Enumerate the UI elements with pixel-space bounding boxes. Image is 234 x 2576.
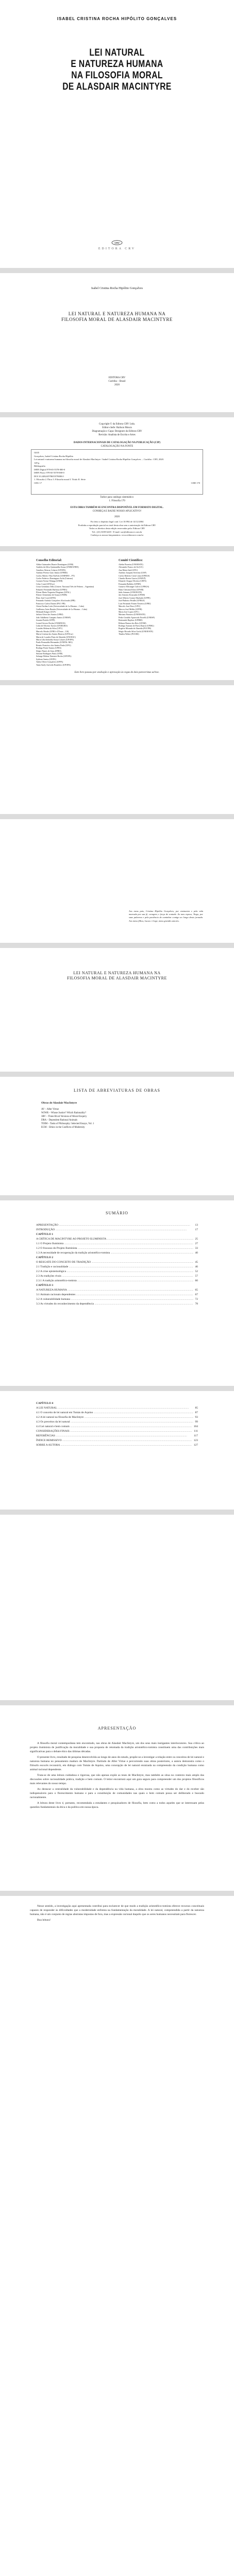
toc-entry-label: A LEI NATURAL ..... <box>36 1406 193 1411</box>
toc-entry[interactable] <box>36 1401 198 1406</box>
council-member: Lídia de Oliveira Xavier (UNIEURO) <box>36 624 68 627</box>
toc-entry[interactable] <box>36 1283 198 1288</box>
paragraph: A leitura deste livro é, portanto, recomendada a estudantes e pesquisadores de filosofia, bem como a todos aqueles que se interessam pelas questões fundamentais da ética e da política em nossa época. <box>30 1802 204 1809</box>
council-member: Celso Conti (UFSCar) <box>36 582 55 585</box>
paragraph: O presente livro, resultado de pesquisa desenvolvida ao longo de anos de estudo, propõe-se a investigar a relação entre os conceitos de lei natural e natureza humana no pensamento maduro de MacIntyre. Partindo de After Virtue e percorrendo suas obras posteriores, a autora demonstra como o filósofo escocês reconstrói, em diálogo com Tomás de Aquino, uma concepção de lei natural enraizada na compreensão da condição humana como animal racional dependente. <box>30 1756 204 1771</box>
toc-entry[interactable] <box>36 1269 198 1274</box>
council-member: Eduardo Chagas Oliveira (UEFS) <box>119 580 146 583</box>
paragraph: Trata-se de uma leitura cuidadosa e rigorosa, que não apenas expõe as teses de MacIntyre, mas também as situa no contexto mais amplo das discussões sobre racionalidade prática, tradição e bem comum. O leitor encontrará aqui um guia seguro para compreender um dos projetos filosóficos mais relevantes do nosso tempo. <box>30 1774 204 1785</box>
toc-entry-page: 78 <box>195 1302 198 1306</box>
cip-line: G635 <box>34 451 39 454</box>
toc-continued-page <box>0 1391 234 1510</box>
law-line: Conheça os nossos lançamentos: www.editoracrv.com.br <box>90 534 144 536</box>
toc-entry-label: SOBRE A AUTORA ..... <box>36 1443 192 1448</box>
half-title-page <box>0 948 234 1072</box>
council-member: Thadeu Weber (PUCRS) <box>119 633 139 636</box>
title-page <box>0 273 234 412</box>
council-member: Luiz Fernando Fontes-Teixeira (UFRJ) <box>119 602 151 605</box>
toc-entry-page: 60 <box>195 1279 198 1282</box>
toc-entry-label: 4.3 Os preceitos da lei natural ..... <box>36 1420 193 1425</box>
cip-line: Gonçalves, Isabel Cristina Rocha Hipólito <box>34 454 74 457</box>
council-member: Hans Christian Klotz (UFSM) <box>119 588 144 591</box>
council-member: Jair Antonio Krassuski (UFSM) <box>119 594 145 597</box>
paragraph: Nesse sentido, a investigação aqui apresentada contribui para esclarecer de que modo a tradição aristotélico-tomista oferece recursos conceituais capazes de responder às dificuldades que a modernidade enfrenta na fundamentação da moralidade. A lei natural, compreendida a partir da natureza humana, não é um conjunto de regras abstratas impostas de fora, mas a expressão racional daquilo que os seres humanos necessitam para florescer. <box>30 1905 204 1916</box>
toc-entry[interactable] <box>36 1237 198 1242</box>
council-member: Josania Portela (UFPI) <box>36 619 55 622</box>
rights-year: 2020 <box>114 516 120 518</box>
publisher-logo-icon <box>111 240 123 245</box>
toc-list <box>36 1223 198 1307</box>
toc-entry-label: CAPÍTULO 3 <box>36 1284 54 1287</box>
law-line: Proibida a reprodução parcial ou total desta obra sem a autorização da Editora CRV <box>78 523 156 527</box>
toc-entry-label: APRESENTAÇÃO ..... <box>36 1223 193 1228</box>
council-member: Rodrigo Pratte-Santos (UFES) <box>36 647 61 650</box>
toc-entry-label: CAPÍTULO 2 <box>36 1256 54 1259</box>
toc-entry-page: 104 <box>193 1425 198 1428</box>
toc-entry-page <box>196 1283 198 1288</box>
paragraph: Ao destacar a centralidade da vulnerabilidade e da dependência na vida humana, a obra mostra como as virtudes do dar e do receber são indispensáveis para o florescimento humano e para a constituição de comunidades nas quais o bem comum possa ser deliberado e buscado racionalmente. <box>30 1788 204 1799</box>
cip-line: Bibliografia <box>34 465 45 467</box>
cip-content <box>31 450 203 486</box>
council-member: Claudio Boeira Garcia (UNIJUÍ) <box>119 577 146 580</box>
council-member: Rogério Miranda de Almeida (PUCPR) <box>119 627 152 630</box>
paragraph: A filosofia moral contemporânea tem encontrado, nas obras de Alasdair MacIntyre, um dos seus mais instigantes interlocutores. Sua crítica ao projeto iluminista de justificação da moralidade e sua proposta de retomada da tradição aristotélico-tomista constituem uma das contribuições mais significativas para o debate ético das últimas décadas. <box>30 1742 204 1753</box>
editorial-council-page <box>0 551 234 680</box>
abbrev-item: DRA – Dependent Rational Animals <box>41 1119 78 1122</box>
council-member: José Alberto Gomes Machado (UFPE) <box>119 596 151 599</box>
presentation-page <box>0 1705 234 1891</box>
cip-line: ISBN Físico 978-65-5578-000-0 <box>34 471 64 474</box>
copyright-line: Copyright © da Editora CRV Ltda. <box>99 423 135 426</box>
council-member: Anselmo Alencar Colares (UFOPA) <box>36 568 66 571</box>
council-member: Francisco Carlos Duarte (PUC-PR) <box>36 602 65 605</box>
council-member: Carmen Tereza Velanga (UNIR) <box>36 580 63 583</box>
council-member: Renato Francisco dos Santos Paula (UFG) <box>36 643 71 647</box>
council-member: Leonel Severo Rocha (UNISINOS) <box>36 621 65 624</box>
abbrev-item: TOIM – Tasks of Philosophy: Selected Essays, Vol. 1 <box>41 1123 94 1125</box>
rights-title: ESTA OBRA TAMBÉM SE ENCONTRA DISPONÍVEL EM FORMATO DIGITAL. <box>70 506 164 509</box>
council-member: Antônio Pereira Gaio Júnior (UFRRJ) <box>36 571 68 574</box>
copyright-line: Diagramação e Capa: Designers da Editora CRV <box>92 430 142 433</box>
toc-entry[interactable] <box>36 1443 198 1448</box>
index-title: Índice para catálogo sistemático <box>100 496 134 499</box>
copyright-line: Editor-chefe: Railson Moura <box>102 427 132 429</box>
council-member: Mariano Patriarca (UNIOESTE) <box>119 613 145 616</box>
cip-title: DADOS INTERNACIONAIS DE CATALOGAÇÃO NA PUBLICAÇÃO (CIP) <box>73 442 161 444</box>
dedication-text: Aos meus pais, Cristina Hipólito Gonçalves, por ensinarem e pela vida marcada por sua fé, coragem, e força de vontade. Ao meu esposo, Tiago, por suas palavras e pela paciência de caminhar comigo ao longo desta jornada. Aos meus filhos, Lucas e Jorge, meus grandes amores. <box>129 910 203 922</box>
council-member: Helmuth Krüger (UCP) <box>36 610 56 613</box>
council-member: Marcos José Müller (UFPR) <box>119 607 142 611</box>
council-member: Gustavo Ellwanger Calovi (UFRGS) <box>119 585 149 588</box>
cip-line: CDU 17 <box>34 481 42 484</box>
council-member: Elione Maria Nogueira Diogenes (UFAL) <box>36 591 71 594</box>
council-member: Jailson Alves dos Santos (UFRJ) <box>36 613 63 616</box>
toc-entry-page <box>196 1232 198 1237</box>
council-member: Alexandre Franco de Sá (UC) <box>119 566 143 569</box>
toc-entry[interactable] <box>36 1242 198 1246</box>
toc-entry-label: 4.1 O conceito de lei natural em Tomás de Aquino ..... <box>36 1411 193 1415</box>
title-page-year: 2020 <box>114 384 120 386</box>
council-member: Aldira Guimarães Duarte Domínguez (UNB) <box>36 563 74 566</box>
presentation-continued-page <box>0 1896 234 2576</box>
toc-entry-label: REFERÊNCIAS ..... <box>36 1434 192 1438</box>
title-page-title: LEI NATURAL E NATUREZA HUMANA NA FILOSOFIA MORAL DE ALASDAIR MACINTYRE <box>61 311 173 322</box>
cip-line: DOI 10.24824/978655578000.0 <box>34 474 64 478</box>
toc-entry[interactable] <box>36 1425 198 1429</box>
abbrev-title: LISTA DE ABREVIATURAS DE OBRAS <box>73 1088 161 1093</box>
toc-entry-page: 45 <box>195 1261 198 1264</box>
cover-title-line: E NATUREZA HUMANA <box>71 59 163 70</box>
toc-entry-label: INTRODUÇÃO ..... <box>36 1228 193 1232</box>
council-member: Andréia da Silva Quintanilha Sousa (UNIR/UFRN) <box>36 566 79 569</box>
council-member: Jadir Antunes (UNIOESTE) <box>119 591 142 594</box>
toc-entry[interactable] <box>36 1297 198 1302</box>
abbrev-subtitle: Obras de Alasdair MacIntyre <box>41 1101 77 1105</box>
toc-entry-page: 46 <box>195 1265 198 1268</box>
toc-entry-label: 3.3 As virtudes do reconhecimento da dependência ..... <box>36 1302 193 1307</box>
toc-entry[interactable] <box>36 1246 198 1251</box>
cip-line: Lei natural e natureza humana na filosofia moral de Alasdair MacIntyre / Isabel Cristina Rocha Hipólito Gonçalves. – Curitiba : CRV, 2020. <box>34 458 164 461</box>
council-member: Cesar Gerónimo Tello (Univer. Nacional Três de Febrero – Argentina) <box>36 585 94 588</box>
copyright-page <box>0 417 234 546</box>
council-member: Raimundo Rajobac (UFRRJ) <box>119 619 143 622</box>
toc-entry-page: 93 <box>195 1416 198 1419</box>
toc-entry[interactable] <box>36 1265 198 1269</box>
toc-entry[interactable] <box>36 1260 198 1265</box>
abbrev-item: ECM – Ethics in the Conflicts of Modernity <box>41 1126 85 1129</box>
council-member: Róbson Ramos dos Reis (UFSM) <box>119 621 146 624</box>
council-member: Adelar Pizzetta (UNIOESTE) <box>119 563 143 566</box>
law-line: Tel.: (41) 3039-6418 - E-mail: sac@editoracrv.com.br <box>92 530 142 533</box>
title-page-author: Isabel Cristina Rocha Hipólito Gonçalves <box>91 287 143 290</box>
toc-entry-label: A NATUREZA HUMANA ..... <box>36 1288 193 1293</box>
toc-entry-label: CAPÍTULO 1 <box>36 1233 54 1236</box>
council-left-title: Conselho Editorial: <box>36 559 62 562</box>
cip-line: ISBN Digital 978-65-5578-000-0 <box>34 468 65 471</box>
toc-entry-label: A CRÍTICA DE MACINTYRE AO PROJETO ILUMINISTA ..... <box>36 1237 193 1242</box>
toc-entry-label: CONSIDERAÇÕES FINAIS ..... <box>36 1429 192 1434</box>
council-member: Rodrigo Antonio de Paiva Duarte (UFMG) <box>119 624 154 627</box>
council-member: Carlos Federico Dominguez Avila (Unieuro) <box>36 577 73 580</box>
toc-entry-page: 87 <box>195 1411 198 1414</box>
council-member: Sérgio Nunes de Jesus (IFRO) <box>36 649 61 652</box>
cover-title-line: DE ALASDAIR MACINTYRE <box>62 81 172 92</box>
toc-entry-page: 127 <box>193 1444 198 1447</box>
toc-entry[interactable] <box>36 1251 198 1256</box>
rights-subtitle: CONHEÇA E BAIXE NOSSO APLICATIVO! <box>92 510 142 513</box>
council-member: Ana Maria Said (UFU) <box>119 568 138 571</box>
toc-entry-page: 57 <box>195 1275 198 1278</box>
law-line: Foi feito o depósito legal conf. Lei 10.994 de 14/12/2004 <box>90 520 144 523</box>
presentation-body <box>30 1741 204 1811</box>
toc-entry[interactable] <box>36 1302 198 1307</box>
toc-entry-page: 65 <box>195 1289 198 1292</box>
copyright-lines <box>52 422 182 437</box>
toc-entry-page: 123 <box>193 1439 198 1442</box>
council-member: Sydione Santos (UEPG) <box>36 657 56 660</box>
toc-entry[interactable] <box>36 1406 198 1411</box>
council-member: Simone Rodrigues Pinto (UNB) <box>36 652 63 655</box>
toc-entry-label: 1.2 O fracasso do Projeto Iluminista ..... <box>36 1246 193 1251</box>
council-member: Marcelo Jose Doro (UFU) <box>119 605 141 608</box>
toc-entry-page: 27 <box>195 1242 198 1245</box>
council-member: Marcelo Paixão (UFRJ e UTexas – US) <box>36 630 69 633</box>
toc-entry-page <box>196 1401 198 1406</box>
cip-class-row <box>34 482 200 485</box>
cover-publisher: EDITORA CRV <box>98 247 136 250</box>
council-right-column <box>119 558 196 636</box>
law-lines <box>31 520 203 537</box>
council-member: Lourdes Helena da Silva (UFV) <box>36 627 63 630</box>
toc-entry[interactable] <box>36 1429 198 1434</box>
council-member: Tania Suely Azevedo Brasileiro (UFOPA) <box>36 663 71 666</box>
council-member: Guillermo Arias Beatón (Universidade de La Havana – Cuba) <box>36 607 87 611</box>
toc-entry[interactable] <box>36 1438 198 1443</box>
dedication-page <box>0 819 234 943</box>
council-member: Pedro Geraldo Aparecido Novelli (UNESP) <box>119 616 155 619</box>
toc-entry-page: 33 <box>195 1247 198 1250</box>
council-member: Solange Helena Ximenes-Rocha (UFOPA) <box>36 655 72 658</box>
council-member: Paulo Romualdo Hernandes (UNIFAL-MG) <box>36 641 73 644</box>
toc-entry-page: 72 <box>195 1298 198 1301</box>
toc-entry-page <box>196 1256 198 1260</box>
svg-text:CRV: CRV <box>114 241 120 244</box>
paragraph: Boa leitura! <box>37 1919 51 1922</box>
blank-page <box>0 685 234 814</box>
toc-entry[interactable] <box>36 1279 198 1283</box>
toc-entry[interactable] <box>36 1434 198 1438</box>
toc-entry-page: 99 <box>195 1420 198 1423</box>
toc-entry-label: 2.1 Tradição e racionalidade ..... <box>36 1265 193 1269</box>
toc-entry-label: O RESGATE DO CONCEITO DE TRADIÇÃO ..... <box>36 1260 193 1265</box>
council-left-column <box>36 558 113 666</box>
council-member: Élsio José Corá (UFFS) <box>36 596 56 599</box>
toc-entry-label: 4.2 A lei natural na filosofia de MacIntyre ..... <box>36 1415 193 1420</box>
toc-entry-page: 40 <box>195 1251 198 1255</box>
toc-entry-label: 2.3.1 A tradição aristotélico-tomista ..... <box>36 1279 193 1283</box>
toc-entry[interactable] <box>36 1415 198 1420</box>
presentation-continued-body <box>30 1904 204 1924</box>
council-member: Fernando Antônio Gonçalves Alcoforado (IPB) <box>36 599 75 602</box>
presentation-title: APRESENTAÇÃO <box>97 1726 137 1731</box>
abbrev-list <box>41 1108 94 1129</box>
council-member: Fernanda Bulhões (UFRN) <box>119 582 141 585</box>
cip-subtitle: CATALOGAÇÃO NA FONTE <box>101 445 133 448</box>
council-member: Carlos Roberto Cirne Lima (UFRGS) <box>119 574 150 577</box>
council-left-list <box>36 563 113 666</box>
title-page-imprint: EDITORA CRV <box>108 377 126 379</box>
toc-entry-page: 13 <box>195 1224 198 1227</box>
council-right-list <box>119 563 196 636</box>
title-page-city: Curitiba – Brasil <box>108 380 126 383</box>
toc-entry[interactable] <box>36 1288 198 1293</box>
cip-line: 1. Filosofia 2. Ética 3. Filosofia moral I. Título II. Série <box>34 478 86 481</box>
toc-list-continued <box>36 1401 198 1448</box>
council-member: Maria José Lopes (UFC) <box>119 610 139 613</box>
council-member: Antônio Joaquim Severino (USP) <box>119 571 146 574</box>
council-member: Gloria Fariñas León (Universidade de La Havana – Cuba) <box>36 605 84 608</box>
toc-entry-label: CAPÍTULO 4 <box>36 1402 54 1405</box>
toc-entry[interactable] <box>36 1223 198 1228</box>
half-title-text: LEI NATURAL E NATUREZA HUMANA NA FILOSOFIA MORAL DE ALASDAIR MACINTYRE <box>67 971 167 980</box>
council-member: Eduardo Fernandes Barbosa (UFMG) <box>36 588 68 591</box>
toc-entry[interactable] <box>36 1411 198 1415</box>
toc-entry[interactable] <box>36 1256 198 1260</box>
cover-author: ISABEL CRISTINA ROCHA HIPÓLITO GONÇALVES <box>57 16 177 21</box>
toc-entry-page: 85 <box>195 1406 198 1410</box>
toc-entry-page: 52 <box>195 1270 198 1273</box>
council-member: João Adalberto Campato Junior (UNESP) <box>36 616 71 619</box>
copyright-line: Revisão: Analista de Escrita e Artes <box>98 434 136 436</box>
blank-page-2 <box>0 1515 234 1700</box>
toc-page <box>0 1200 234 1386</box>
cip-line: 128 p. <box>34 461 40 464</box>
cip-box <box>31 449 203 495</box>
abbrev-item: AV – After Virtue <box>41 1108 59 1111</box>
toc-entry-label: 3.2 A vulnerabilidade humana ..... <box>36 1297 193 1302</box>
toc-entry-label: 1.1 O Projeto Iluminista ..... <box>36 1242 193 1246</box>
council-member: Elizeu Clementino de Souza (UNEB) <box>36 594 67 597</box>
toc-entry-page: 67 <box>195 1293 198 1296</box>
council-footer: Este livro passou por avaliação e aprovação às cegas de dois pareceristas ad hoc. <box>74 671 160 674</box>
toc-entry[interactable] <box>36 1420 198 1425</box>
abbrev-item: WJWR – Whose Justice? Which Rationality? <box>41 1112 87 1114</box>
cip-line: CDD 170 <box>191 481 200 484</box>
toc-title: SUMÁRIO <box>106 1211 128 1215</box>
toc-entry-label: 2.3 As tradições rivais ..... <box>36 1274 193 1279</box>
cover-title-line: NA FILOSOFIA MORAL <box>71 70 163 81</box>
council-member: José Pinheiro Pertille (UFRGS) <box>119 599 145 602</box>
council-member: Maria de Lourdes Pinto de Almeida (UNOESC) <box>36 635 76 638</box>
council-member: Sérgio Ricardo Silva Gacki (UNIOESTE) <box>119 630 154 633</box>
law-line: Todos os direitos desta edição reservados pela: Editora CRV <box>89 527 145 530</box>
toc-entry[interactable] <box>36 1232 198 1237</box>
cover-title-line: LEI NATURAL <box>89 47 145 58</box>
toc-entry-page: 117 <box>193 1434 198 1437</box>
toc-entry-page: 111 <box>194 1430 198 1433</box>
council-member: Maria Lília Imbiriba Sousa Colares (UFOPA) <box>36 638 74 641</box>
council-member: Carlos Alberto Vilar Estêvão (UMINHO – PT) <box>36 574 75 577</box>
toc-entry[interactable] <box>36 1293 198 1297</box>
index-line: 1. Filosofia 170 <box>109 500 125 502</box>
council-right-title: Comitê Científico: <box>119 559 143 562</box>
toc-entry-label: 3.1 Animais racionais dependentes ..... <box>36 1293 193 1297</box>
toc-entry-label: 4.4 Lei natural e bem comum ..... <box>36 1425 192 1429</box>
cover-title <box>21 47 213 93</box>
toc-entry-label: 1.3 A necessidade de recuperação da tradição aristotélico-tomista ..... <box>36 1251 193 1256</box>
toc-entry[interactable] <box>36 1274 198 1279</box>
toc-entry-label: 2.2 A crise epistemológica ..... <box>36 1269 193 1274</box>
council-member: Tadeu Oliver Gonçalves (UFPA) <box>36 660 63 664</box>
abbrev-item: 3RV – Three Rival Versions of Moral Enquiry <box>41 1115 87 1118</box>
council-member: Maria Cristina dos Santos Bezerra (UFSCar) <box>36 633 73 636</box>
toc-entry-page: 17 <box>195 1228 198 1231</box>
toc-entry[interactable] <box>36 1228 198 1232</box>
toc-entry-page: 25 <box>195 1238 198 1241</box>
toc-entry-label: ÍNDICE REMISSIVO ..... <box>36 1438 192 1443</box>
abbreviations-page <box>0 1077 234 1195</box>
cover-page <box>0 0 234 268</box>
